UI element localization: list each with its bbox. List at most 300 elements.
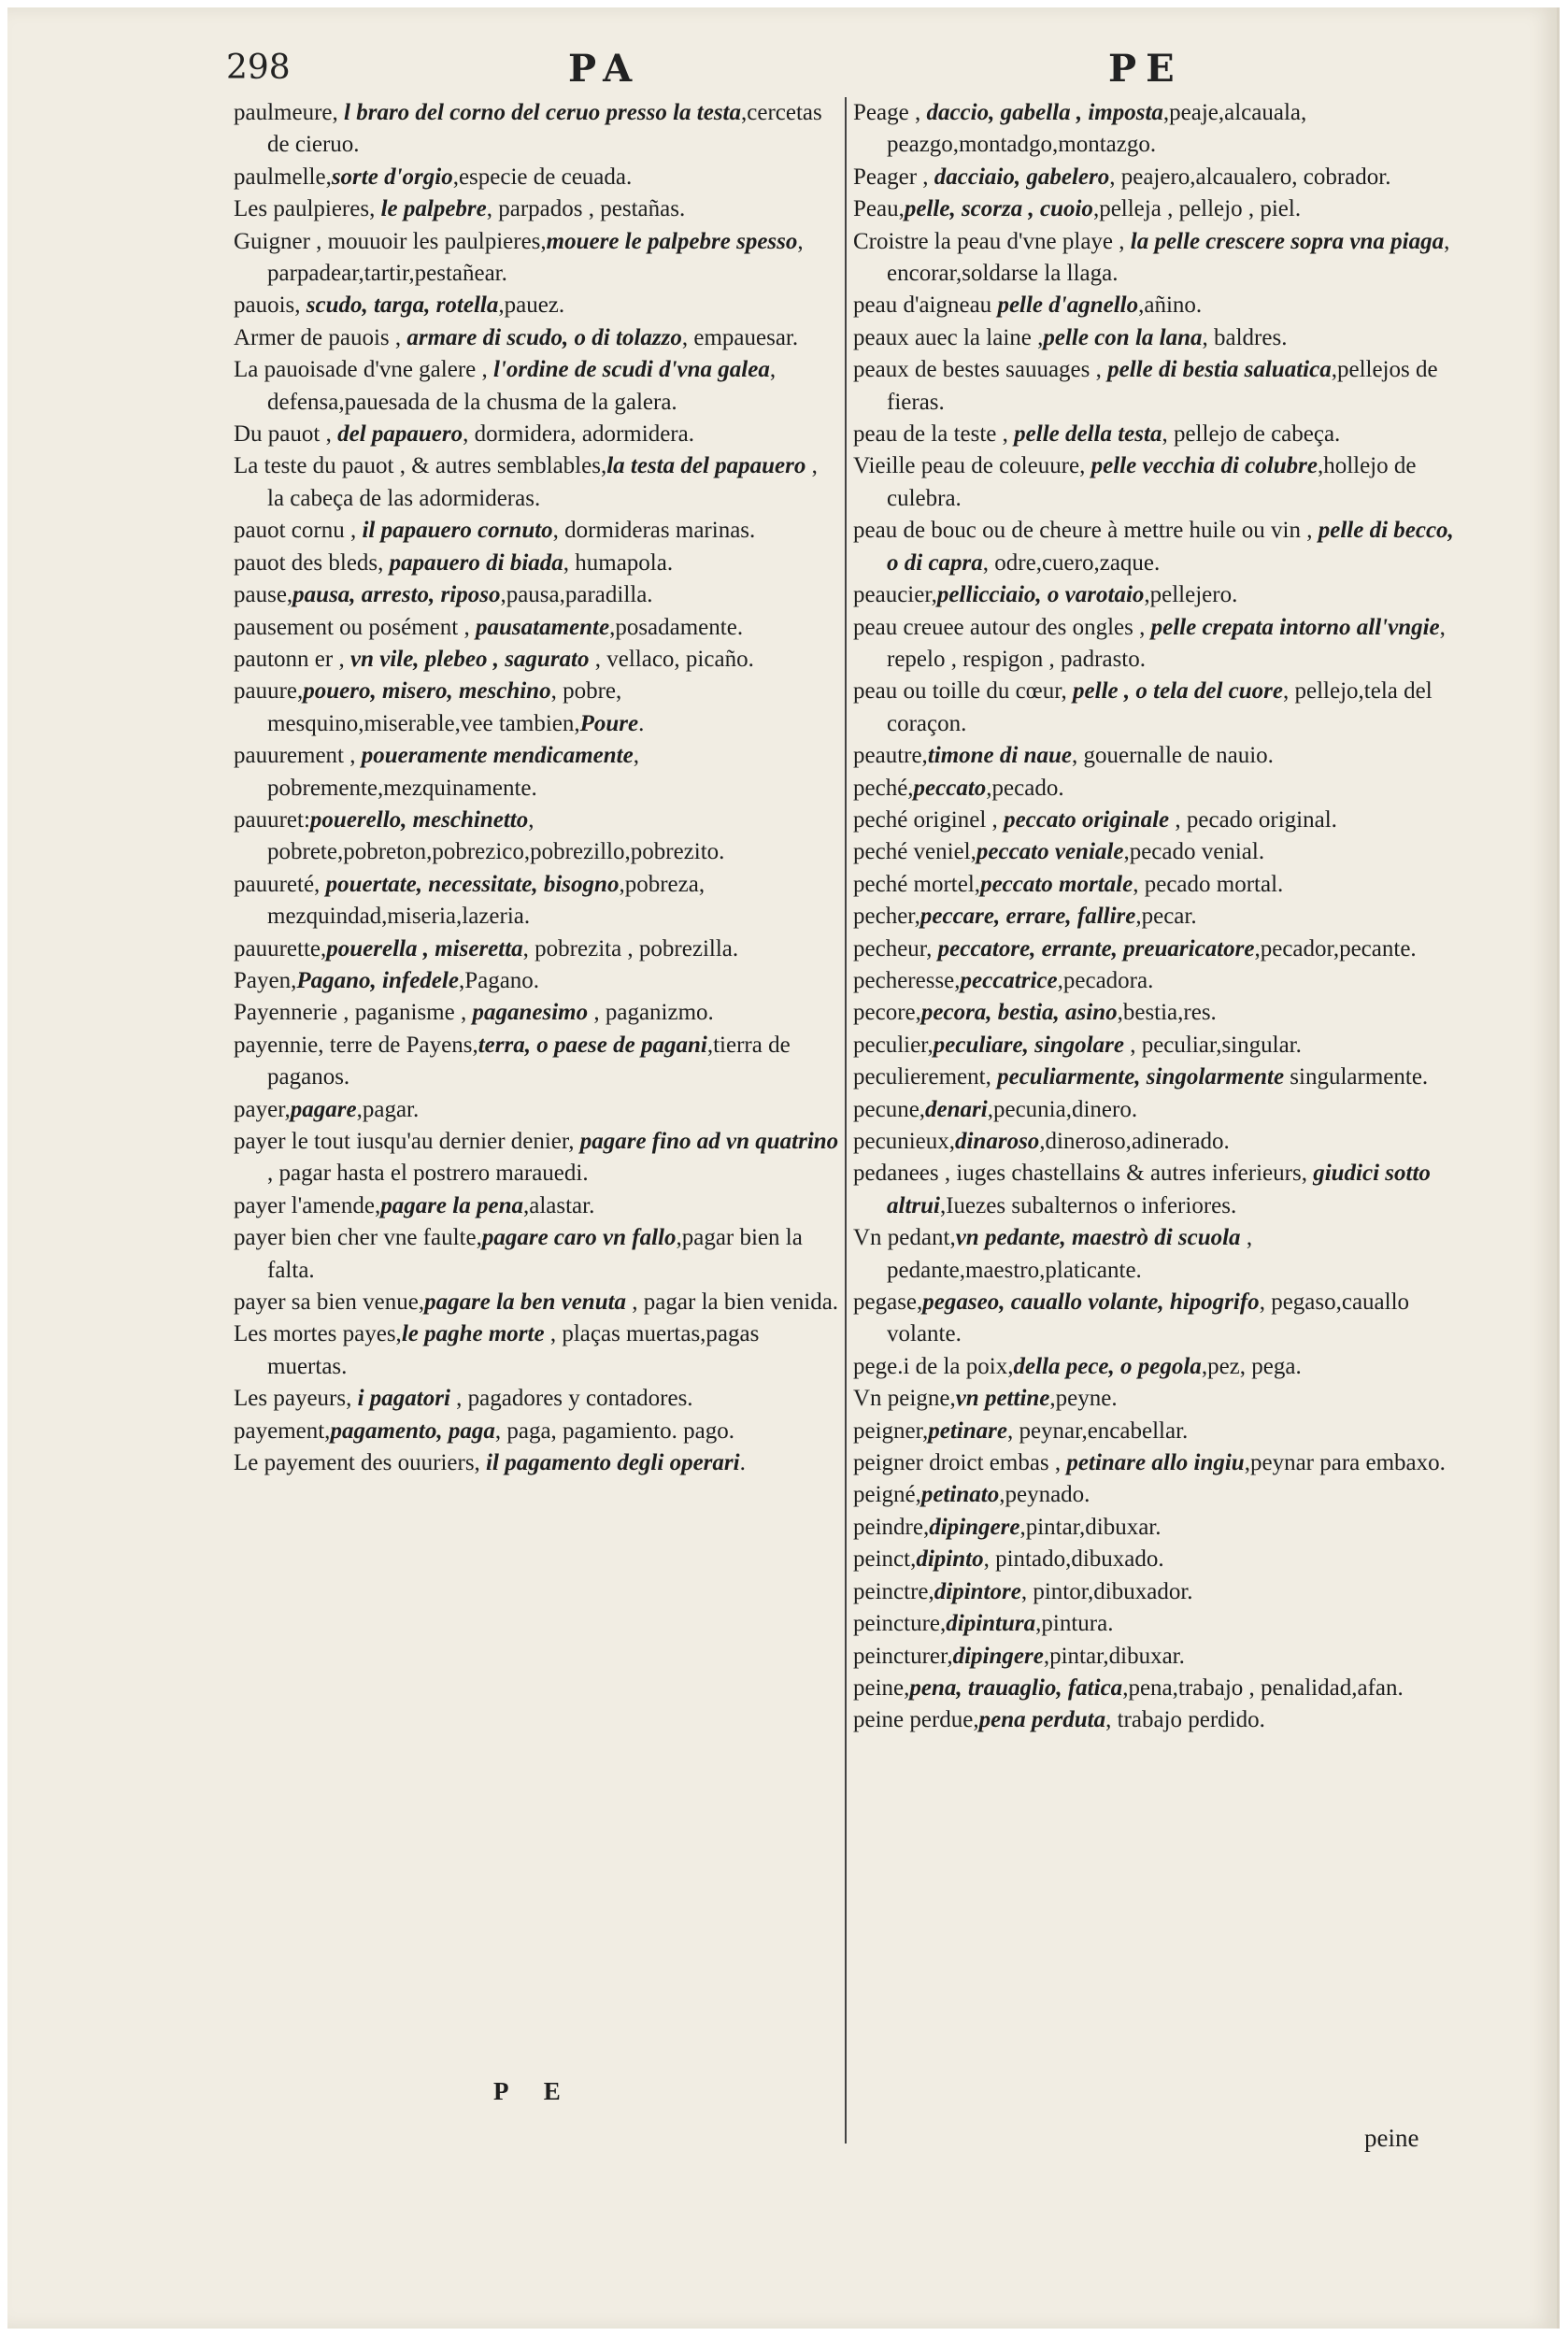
entry-text: Armer de pauois , — [234, 324, 407, 350]
dictionary-entry — [853, 579, 1456, 611]
entry-text: pausement ou posément , — [234, 614, 476, 640]
dictionary-entry — [853, 1126, 1456, 1158]
entry-text: pecore, — [853, 1000, 921, 1026]
dictionary-entry — [853, 419, 1456, 450]
column-divider — [845, 97, 847, 2144]
entry-text: payennie, terre de Payens, — [234, 1032, 478, 1058]
entry-text: Les mortes payes, — [234, 1321, 402, 1347]
dictionary-entry — [853, 226, 1456, 291]
entry-text: pecheresse, — [853, 967, 961, 993]
entry-text: , pobrete,pobreton,pobrezico,pobrezillo,pobrezito. — [267, 806, 725, 865]
entry-text: peaux de bestes sauuages , — [853, 357, 1108, 383]
entry-text: ,peaje,alcauala, peazgo,montadgo,montazgo. — [887, 100, 1307, 158]
italian-gloss: dipingere — [929, 1514, 1020, 1540]
entry-text: , pagar hasta el postrero marauedi. — [267, 1161, 589, 1187]
italian-gloss: Poure — [579, 710, 639, 736]
entry-text: peculierement, — [853, 1064, 998, 1090]
entry-text: , pobrezita , pobrezilla. — [522, 935, 739, 961]
entry-text: ,pintar,dibuxar. — [1019, 1514, 1162, 1540]
italian-gloss: Pagano, infedele — [296, 967, 459, 993]
dictionary-entry — [234, 226, 839, 291]
entry-text: , empauesar. — [681, 324, 799, 350]
entry-text: payer l'amende, — [234, 1192, 381, 1218]
italian-gloss: peccatrice — [960, 967, 1058, 993]
italian-gloss: la testa del papauero — [606, 453, 806, 479]
dictionary-entry — [853, 1576, 1456, 1608]
italian-gloss: pelle di becco, o di capra — [887, 518, 1454, 576]
italian-gloss: pecora, bestia, asino — [920, 1000, 1118, 1026]
entry-text: Peau, — [853, 196, 905, 222]
entry-text: , plaças muertas,pagas muertas. — [267, 1321, 760, 1379]
entry-text: La pauoisade d'vne galere , — [234, 357, 493, 383]
entry-text: peigné, — [853, 1482, 921, 1508]
italian-gloss: denari — [925, 1096, 988, 1122]
italian-gloss: peccato — [913, 775, 987, 801]
italian-gloss: le palpebre — [380, 196, 487, 222]
italian-gloss: pouerello, meschinetto — [309, 806, 529, 833]
entry-text: pauot des bleds, — [234, 549, 390, 576]
dictionary-entry — [853, 997, 1456, 1029]
dictionary-entry — [853, 1158, 1456, 1222]
dictionary-entry — [853, 612, 1456, 677]
dictionary-entry — [234, 612, 839, 644]
page-number: 298 — [226, 49, 291, 87]
left-running-head: PA — [568, 47, 642, 91]
entry-text: ,Iuezes subalternos o inferiores. — [939, 1192, 1237, 1218]
entry-text: ,pellejos de fieras. — [887, 357, 1438, 415]
entry-text: pauurement , — [234, 743, 362, 769]
entry-text: ,pena,trabajo , penalidad,afan. — [1122, 1674, 1404, 1701]
entry-text: payer bien cher vne faulte, — [234, 1225, 482, 1251]
italian-gloss: vn vile, plebeo , sagurato — [349, 646, 590, 672]
dictionary-entry — [853, 869, 1456, 901]
dictionary-entry — [853, 1383, 1456, 1415]
entry-text: , repelo , respigon , padrasto. — [887, 614, 1446, 672]
italian-gloss: timone di naue — [927, 743, 1072, 769]
italian-gloss: pegaseo, cauallo volante, hipogrifo — [922, 1289, 1260, 1316]
italian-gloss: peccato mortale — [980, 871, 1133, 897]
entry-text: , pagadores y contadores. — [449, 1386, 693, 1412]
dictionary-entry — [853, 1512, 1456, 1544]
entry-text: ,tierra de paganos. — [267, 1032, 791, 1090]
entry-text: , defensa,pauesada de la chusma de la galera. — [267, 357, 777, 415]
entry-text: ,pelleja , pellejo , piel. — [1092, 196, 1302, 222]
dictionary-entry — [853, 354, 1456, 419]
entry-text: peau creuee autour des ongles , — [853, 614, 1151, 640]
dictionary-entry — [234, 290, 839, 321]
entry-text: ,hollejo de culebra. — [887, 453, 1417, 511]
entry-text: , odre,cuero,zaque. — [982, 549, 1161, 576]
italian-gloss: vn pettine — [955, 1386, 1050, 1412]
entry-text: Les paulpieres, — [234, 196, 381, 222]
entry-text: Le payement des ouuriers, — [234, 1450, 487, 1476]
italian-gloss: peccare, errare, fallire — [919, 904, 1136, 930]
entry-text: peincturer, — [853, 1643, 953, 1669]
entry-text: pauure, — [234, 678, 304, 705]
entry-text: pege.i de la poix, — [853, 1353, 1014, 1379]
dictionary-entry — [234, 1383, 839, 1415]
entry-text: ,pobreza, mezquindad,miseria,lazeria. — [267, 871, 706, 930]
entry-text: peau de bouc ou de cheure à mettre huile ou vin , — [853, 518, 1319, 544]
italian-gloss: pena perduta — [978, 1707, 1106, 1733]
entry-text: ,pintar,dibuxar. — [1043, 1643, 1185, 1669]
italian-gloss: l'ordine de scudi d'vna galea — [493, 357, 770, 383]
entry-text: pauois, — [234, 292, 306, 319]
entry-text: Vn peigne, — [853, 1386, 956, 1412]
entry-text: pegase, — [853, 1289, 923, 1316]
dictionary-entry — [853, 97, 1456, 162]
dictionary-entry — [853, 162, 1456, 193]
entry-text: pauurette, — [234, 935, 327, 961]
entry-text: ,pellejero. — [1144, 582, 1238, 608]
entry-text: , gouernalle de nauio. — [1072, 743, 1274, 769]
dictionary-entry — [853, 773, 1456, 805]
italian-gloss: paganesimo — [472, 1000, 589, 1026]
entry-text: peinctre, — [853, 1578, 934, 1604]
dictionary-entry — [853, 1479, 1456, 1511]
entry-text: , peajero,alcaualero, cobrador. — [1109, 164, 1391, 190]
entry-text: peché mortel, — [853, 871, 981, 897]
dictionary-entry — [234, 97, 839, 162]
entry-text: peindre, — [853, 1514, 930, 1540]
entry-text: peau de la teste , — [853, 421, 1015, 448]
italian-gloss: peccato veniale — [976, 839, 1124, 865]
entry-text: , encorar,soldarse la llaga. — [887, 228, 1450, 287]
entry-text: Du pauot , — [234, 421, 338, 448]
entry-text: , parpados , pestañas. — [486, 196, 686, 222]
entry-text: pautonn er , — [234, 646, 350, 672]
entry-text: Vieille peau de coleuure, — [853, 453, 1091, 479]
italian-gloss: pelle, scorza , cuoio — [904, 196, 1093, 222]
italian-gloss: mouere le palpebre spesso — [546, 228, 798, 254]
italian-gloss: pelle vecchia di colubre — [1090, 453, 1318, 479]
entry-text: Guigner , mouuoir les paulpieres, — [234, 228, 547, 254]
entry-text: ,dineroso,adinerado. — [1039, 1129, 1230, 1154]
italian-gloss: armare di scudo, o di tolazzo — [406, 324, 682, 350]
italian-gloss: dipinto — [916, 1546, 984, 1573]
italian-gloss: pouertate, necessitate, bisogno — [325, 871, 620, 897]
dictionary-entry — [853, 1704, 1456, 1736]
dictionary-entry — [234, 162, 839, 193]
entry-text: ,peynar para embaxo. — [1244, 1450, 1446, 1476]
italian-gloss: pouerella , miseretta — [326, 935, 523, 961]
dictionary-entry — [853, 1608, 1456, 1640]
entry-text: , peynar,encabellar. — [1006, 1417, 1189, 1444]
entry-text: , la cabeça de las adormideras. — [267, 453, 818, 511]
entry-text: pauot cornu , — [234, 518, 363, 544]
italian-gloss: sorte d'orgio — [331, 164, 453, 190]
entry-text: ,posadamente. — [609, 614, 744, 640]
dictionary-entry — [234, 548, 839, 579]
dictionary-entry — [234, 805, 839, 869]
entry-text: ,pagar. — [356, 1096, 420, 1122]
entry-text: , pecado mortal. — [1133, 871, 1284, 897]
entry-text: , pedante,maestro,platicante. — [887, 1225, 1253, 1283]
entry-text: pauuret: — [234, 806, 310, 833]
entry-text: peaucier, — [853, 582, 937, 608]
italian-gloss: pagare caro vn fallo — [481, 1225, 677, 1251]
entry-text: ,especie de ceuada. — [452, 164, 633, 190]
entry-text: Peage , — [853, 100, 927, 125]
dictionary-entry — [234, 1094, 839, 1126]
dictionary-entry — [853, 1030, 1456, 1061]
entry-text: peigner droict embas , — [853, 1450, 1067, 1476]
entry-text: ,pez, pega. — [1201, 1353, 1302, 1379]
entry-text: ,pecado venial. — [1123, 839, 1265, 865]
dictionary-entry — [853, 1222, 1456, 1287]
dictionary-entry — [234, 354, 839, 419]
entry-text: pecher, — [853, 904, 920, 930]
entry-text: pecune, — [853, 1096, 926, 1122]
dictionary-entry — [853, 1351, 1456, 1383]
italian-gloss: pouero, misero, meschino — [303, 678, 551, 705]
right-column — [853, 97, 1456, 1737]
italian-gloss: pena, trauaglio, fatica — [909, 1674, 1123, 1701]
dictionary-entry — [234, 869, 839, 933]
dictionary-entry — [234, 1126, 839, 1190]
italian-gloss: l braro del corno del ceruo presso la testa — [344, 100, 742, 125]
italian-gloss: le paghe morte — [401, 1321, 545, 1347]
entry-text: , pecado original. — [1169, 806, 1337, 833]
italian-gloss: papauero di biada — [389, 549, 563, 576]
italian-gloss: della pece, o pegola — [1013, 1353, 1202, 1379]
entry-text: , pobremente,mezquinamente. — [267, 743, 639, 801]
italian-gloss: pellicciaio, o varotaio — [936, 582, 1145, 608]
dictionary-entry — [234, 322, 839, 354]
entry-text: . — [638, 710, 645, 736]
entry-text: Les payeurs, — [234, 1386, 358, 1412]
entry-text: payement, — [234, 1417, 331, 1444]
italian-gloss: dipintura — [946, 1611, 1036, 1637]
entry-text: ,añino. — [1138, 292, 1203, 319]
entry-text: ,pagar bien la falta. — [267, 1225, 803, 1283]
entry-text: payer sa bien venue, — [234, 1289, 425, 1316]
entry-text: payer le tout iusqu'au dernier denier, — [234, 1129, 580, 1154]
dictionary-entry — [853, 965, 1456, 997]
entry-text: ,pintura. — [1035, 1611, 1114, 1637]
italian-gloss: pagare — [290, 1096, 357, 1122]
entry-text: , paganizmo. — [588, 1000, 714, 1026]
dictionary-entry — [853, 933, 1456, 965]
entry-text: ,peynado. — [999, 1482, 1090, 1508]
entry-text: . — [739, 1450, 746, 1476]
entry-text: paulmelle, — [234, 164, 332, 190]
italian-gloss: i pagatori — [357, 1386, 450, 1412]
entry-text: , dormidera, adormidera. — [463, 421, 694, 448]
entry-text: , pellejo,tela del coraçon. — [887, 678, 1433, 736]
dictionary-entry — [234, 1416, 839, 1447]
entry-text: peché originel , — [853, 806, 1005, 833]
italian-gloss: petinare allo ingiu — [1066, 1450, 1245, 1476]
italian-gloss: dinaroso — [954, 1129, 1040, 1154]
dictionary-entry — [234, 1318, 839, 1383]
italian-gloss: pelle , o tela del cuore — [1073, 678, 1283, 705]
dictionary-entry — [234, 740, 839, 805]
entry-text: , pintor,dibuxador. — [1020, 1578, 1193, 1604]
entry-text: pause, — [234, 582, 293, 608]
dictionary-entry — [853, 805, 1456, 836]
entry-text: , pintado,dibuxado. — [983, 1546, 1164, 1573]
dictionary-entry — [853, 836, 1456, 868]
dictionary-entry — [234, 419, 839, 450]
italian-gloss: scudo, targa, rotella — [306, 292, 499, 319]
dictionary-entry — [853, 515, 1456, 579]
italian-gloss: giudici sotto altrui — [887, 1161, 1431, 1218]
dictionary-entry — [234, 579, 839, 611]
italian-gloss: peculiare, singolare — [933, 1032, 1124, 1058]
dictionary-entry — [234, 515, 839, 547]
entry-text: Payennerie , paganisme , — [234, 1000, 473, 1026]
italian-gloss: pausatamente — [475, 614, 610, 640]
italian-gloss: pelle di bestia saluatica — [1107, 357, 1332, 383]
dictionary-entry — [234, 965, 839, 997]
entry-text: peautre, — [853, 743, 928, 769]
italian-gloss: vn pedante, maestrò di scuola — [955, 1225, 1241, 1251]
entry-text: paulmeure, — [234, 100, 345, 125]
entry-text: peau d'aigneau — [853, 292, 998, 319]
entry-text: , pegaso,cauallo volante. — [887, 1289, 1410, 1347]
entry-text: peché, — [853, 775, 914, 801]
left-column — [234, 97, 839, 1479]
italian-gloss: pagamento, paga — [330, 1417, 495, 1444]
dictionary-entry — [853, 1061, 1456, 1093]
entry-text: ,alastar. — [522, 1192, 595, 1218]
entry-text: Payen, — [234, 967, 297, 993]
dictionary-entry — [234, 997, 839, 1029]
italian-gloss: daccio, gabella , imposta — [926, 100, 1163, 125]
entry-text: ,pecado. — [986, 775, 1064, 801]
dictionary-entry — [853, 450, 1456, 515]
entry-text: ,pecar. — [1135, 904, 1197, 930]
italian-gloss: petinato — [920, 1482, 1000, 1508]
entry-text: peine perdue, — [853, 1707, 979, 1733]
entry-text: , vellaco, picaño. — [589, 646, 754, 672]
italian-gloss: la pelle crescere sopra vna piaga — [1130, 228, 1445, 254]
dictionary-entry — [853, 1287, 1456, 1351]
entry-text: pauureté, — [234, 871, 326, 897]
italian-gloss: pelle con la lana — [1043, 324, 1203, 350]
dictionary-entry — [234, 933, 839, 965]
italian-gloss: dipintore — [934, 1578, 1021, 1604]
italian-gloss: dacciaio, gabelero — [934, 164, 1110, 190]
entry-text: Peager , — [853, 164, 934, 190]
entry-text: La teste du pauot , & autres semblables, — [234, 453, 607, 479]
italian-gloss: pagare la pena — [380, 1192, 523, 1218]
dictionary-entry — [234, 1222, 839, 1287]
entry-text: peinct, — [853, 1546, 917, 1573]
dictionary-entry — [853, 193, 1456, 225]
italian-gloss: poueramente mendicamente — [361, 743, 634, 769]
entry-text: ,bestia,res. — [1117, 1000, 1217, 1026]
entry-text: , pobre, mesquino,miserable,vee tambien, — [267, 678, 622, 736]
entry-text: peincture, — [853, 1611, 947, 1637]
dictionary-entry — [234, 676, 839, 740]
italian-gloss: il papauero cornuto — [362, 518, 553, 544]
entry-text: , parpadear,tartir,pestañear. — [267, 228, 804, 287]
entry-text: pedanees , iuges chastellains & autres inferieurs, — [853, 1161, 1314, 1187]
dictionary-entry — [853, 1641, 1456, 1673]
entry-text: , humapola. — [563, 549, 674, 576]
entry-text: , dormideras marinas. — [552, 518, 756, 544]
italian-gloss: peccatore, errante, preuaricatore — [937, 935, 1255, 961]
dictionary-entry — [234, 1190, 839, 1222]
entry-text: peigner, — [853, 1417, 929, 1444]
right-running-head: PE — [1108, 47, 1184, 91]
entry-text: ,pecadora. — [1057, 967, 1154, 993]
entry-text: , baldres. — [1202, 324, 1288, 350]
dictionary-entry — [234, 644, 839, 676]
entry-text: peau ou toille du cœur, — [853, 678, 1074, 705]
dictionary-entry — [853, 740, 1456, 772]
dictionary-entry — [234, 1287, 839, 1318]
entry-text: ,cercetas de cieruo. — [267, 100, 822, 158]
italian-gloss: peccato originale — [1004, 806, 1170, 833]
entry-text: peine, — [853, 1674, 910, 1701]
entry-text: ,Pagano. — [458, 967, 540, 993]
italian-gloss: pelle della testa — [1014, 421, 1162, 448]
italian-gloss: il pagamento degli operari — [486, 1450, 740, 1476]
dictionary-entry — [853, 901, 1456, 933]
italian-gloss: pelle d'agnello — [997, 292, 1139, 319]
entry-text: ,pecunia,dinero. — [987, 1096, 1138, 1122]
dictionary-page — [7, 7, 1560, 2329]
entry-text: , pellejo de cabeça. — [1162, 421, 1341, 448]
entry-text: Vn pedant, — [853, 1225, 956, 1251]
dictionary-entry — [234, 450, 839, 515]
entry-text: ,peyne. — [1049, 1386, 1118, 1412]
dictionary-entry — [234, 1447, 839, 1479]
italian-gloss: pelle crepata intorno all'vngie — [1150, 614, 1440, 640]
dictionary-entry — [853, 322, 1456, 354]
dictionary-entry — [234, 1030, 839, 1094]
entry-text: , pagar la bien venida. — [626, 1289, 839, 1316]
entry-text: ,pecador,pecante. — [1254, 935, 1417, 961]
entry-text: , paga, pagamiento. pago. — [494, 1417, 735, 1444]
entry-text: peché veniel, — [853, 839, 976, 865]
dictionary-entry — [853, 1447, 1456, 1479]
dictionary-entry — [853, 1544, 1456, 1575]
entry-text: ,pausa,paradilla. — [500, 582, 653, 608]
italian-gloss: pausa, arresto, riposo — [292, 582, 501, 608]
italian-gloss: pagare la ben venuta — [424, 1289, 627, 1316]
entry-text: payer, — [234, 1096, 291, 1122]
right-catchword: peine — [1364, 2124, 1419, 2152]
italian-gloss: peculiarmente, singolarmente — [997, 1064, 1285, 1090]
italian-gloss: petinare — [928, 1417, 1007, 1444]
italian-gloss: terra, o paese de pagani — [478, 1032, 707, 1058]
dictionary-entry — [853, 1416, 1456, 1447]
dictionary-entry — [853, 676, 1456, 740]
dictionary-entry — [234, 193, 839, 225]
italian-gloss: del papauero — [337, 421, 463, 448]
italian-gloss: dipingere — [952, 1643, 1044, 1669]
entry-text: Croistre la peau d'vne playe , — [853, 228, 1131, 254]
entry-text: singularmente. — [1284, 1064, 1429, 1090]
dictionary-entry — [853, 1673, 1456, 1704]
entry-text: , peculiar,singular. — [1123, 1032, 1302, 1058]
entry-text: pecheur, — [853, 935, 938, 961]
entry-text: pecunieux, — [853, 1129, 955, 1154]
entry-text: peaux auec la laine , — [853, 324, 1044, 350]
dictionary-entry — [853, 290, 1456, 321]
entry-text: peculier, — [853, 1032, 934, 1058]
running-header — [7, 49, 1557, 105]
italian-gloss: pagare fino ad vn quatrino — [579, 1129, 839, 1154]
dictionary-entry — [853, 1094, 1456, 1126]
left-catchword: P E — [493, 2077, 576, 2105]
entry-text: ,pauez. — [498, 292, 565, 319]
entry-text: , trabajo perdido. — [1105, 1707, 1265, 1733]
